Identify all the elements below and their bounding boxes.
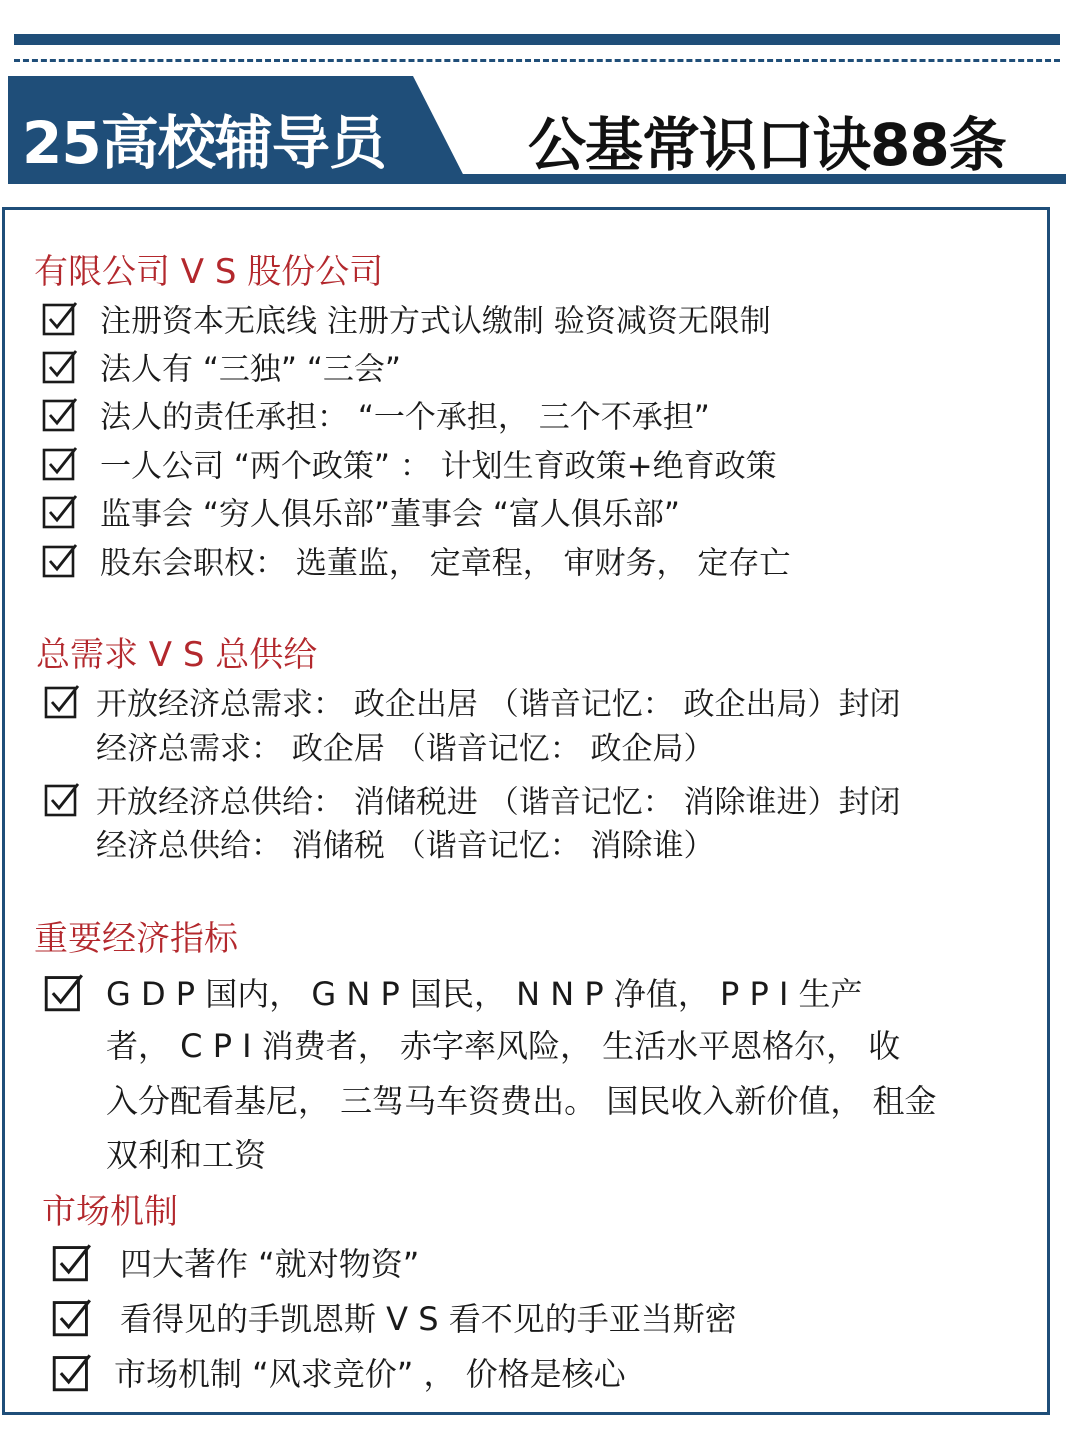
checkbox-checked-icon — [44, 972, 84, 1012]
list-item-continuation: 者， C P I 消费者， 赤字率风险， 生活水平恩格尔， 收 — [106, 1027, 901, 1065]
checkbox-checked-icon — [52, 1242, 92, 1282]
list-item-text: 监事会 “穷人俱乐部”董事会 “富人俱乐部” — [100, 496, 680, 533]
checkbox-checked-icon — [42, 445, 78, 481]
list-item-text: 注册资本无底线 注册方式认缴制 验资减资无限制 — [100, 303, 771, 340]
checkbox-checked-icon — [44, 683, 80, 719]
section-title-company: 有限公司 V S 股份公司 — [34, 252, 384, 292]
list-item-text: 市场机制 “风求竞价” ， 价格是核心 — [114, 1355, 626, 1393]
list-item-text: 法人有 “三独” “三会” — [100, 351, 401, 388]
top-border-bar — [14, 34, 1060, 45]
list-item-text: G D P 国内， G N P 国民， N N P 净值， P P I 生产 — [106, 975, 863, 1013]
dashed-divider — [14, 59, 1060, 62]
section-title-demand-supply: 总需求 V S 总供给 — [36, 635, 318, 675]
list-item-text: 开放经济总需求： 政企出居 （谐音记忆： 政企出局）封闭 — [96, 686, 901, 723]
checkbox-checked-icon — [42, 396, 78, 432]
checkbox-checked-icon — [52, 1297, 92, 1337]
list-item-text: 开放经济总供给： 消储税进 （谐音记忆： 消除谁进）封闭 — [96, 784, 901, 821]
banner-left-title: 25高校辅导员 — [22, 109, 386, 177]
list-item-continuation: 双利和工资 — [106, 1136, 267, 1174]
section-title-indicators: 重要经济指标 — [34, 919, 238, 959]
checkbox-checked-icon — [42, 493, 78, 529]
list-item-text: 看得见的手凯恩斯 V S 看不见的手亚当斯密 — [120, 1300, 737, 1338]
list-item-continuation: 经济总需求： 政企居 （谐音记忆： 政企局） — [96, 731, 715, 767]
banner-right-title: 公基常识口诀88条 — [528, 111, 1006, 179]
list-item-text: 股东会职权： 选董监， 定章程， 审财务， 定存亡 — [100, 545, 791, 582]
checkbox-checked-icon — [42, 300, 78, 336]
list-item-text: 四大著作 “就对物资” — [120, 1245, 420, 1283]
list-item-text: 法人的责任承担： “一个承担， 三个不承担” — [100, 399, 710, 436]
list-item-continuation: 入分配看基尼， 三驾马车资费出。 国民收入新价值， 租金 — [106, 1082, 937, 1120]
checkbox-checked-icon — [52, 1352, 92, 1392]
checkbox-checked-icon — [42, 542, 78, 578]
list-item-continuation: 经济总供给： 消储税 （谐音记忆： 消除谁） — [96, 828, 715, 864]
checkbox-checked-icon — [42, 348, 78, 384]
list-item-text: 一人公司 “两个政策” ： 计划生育政策+绝育政策 — [100, 448, 777, 485]
section-title-market: 市场机制 — [42, 1192, 178, 1232]
checkbox-checked-icon — [44, 781, 80, 817]
